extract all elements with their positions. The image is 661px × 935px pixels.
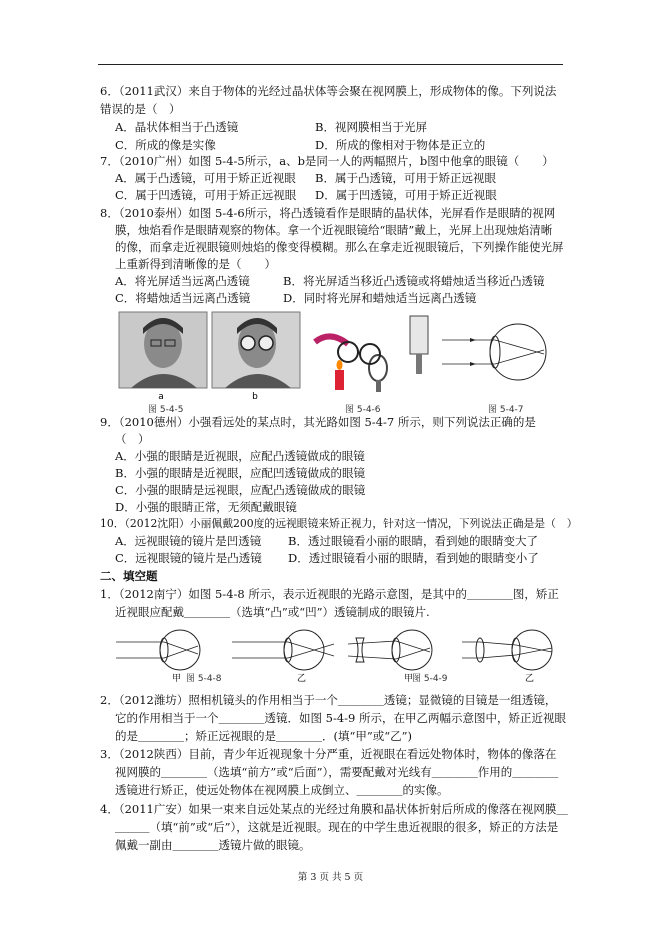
q9-option-c: C．小强的眼睛是远视眼，应配凸透镜做成的眼镜 [115, 483, 366, 497]
photo-label-b: b [252, 392, 258, 400]
figure-5-4-6-caption: 图 5-4-6 [345, 405, 381, 415]
fill4-line2: ＿＿＿（填“前”或“后”），这就是近视眼。现在的中学生患近视眼的很多，矫正的方法是 [115, 820, 559, 834]
fill1-line2: 近视眼应配戴＿＿＿＿（选填“凸”或“凹”）透镜制成的眼镜片. [115, 605, 430, 619]
q10-option-a: A．远视眼镜的镜片是凹透镜 [115, 534, 262, 548]
section-heading-fill-in: 二、填空题 [100, 569, 158, 583]
fill3-line3: 透镜进行矫正，使远处物体在视网膜上成倒立、＿＿＿＿的实像。 [115, 783, 449, 797]
fig-5-4-9-jia [348, 630, 432, 670]
fig-5-4-8-label-yi: 乙 [297, 674, 307, 684]
figure-5-4-6-lens-setup [310, 308, 440, 398]
q6-option-d: D．所成的像相对于物体是正立的 [315, 138, 486, 152]
q8-line4: 上重新得到清晰像的是（ ） [115, 257, 276, 271]
q6-line2: 错误的是（ ） [100, 102, 181, 116]
q7-line1: 7．（2010广州）如图 5-4-5所示，a、b是同一人的两幅照片，b图中他拿的眼镜（ ） [100, 154, 554, 168]
page-number: 第 3 页 共 5 页 [297, 872, 364, 883]
figure-5-4-7-eye-diagram [440, 318, 552, 388]
q6-line1: 6．（2011武汉）来自于物体的光经过晶状体等会聚在视网膜上，形成物体的像。下列说法 [100, 84, 557, 98]
fig-5-4-8-label-jia: 甲 [172, 674, 182, 684]
q9-option-d: D．小强的眼睛正常，无须配戴眼镜 [115, 500, 297, 514]
q6-option-b: B．视网膜相当于光屏 [315, 120, 427, 134]
q6-option-a: A．晶状体相当于凸透镜 [115, 120, 239, 134]
fig-5-4-8-jia [116, 630, 200, 670]
q9-line1: 9．（2010德州）小强看远处的某点时，其光路如图 5-4-7 所示，则下列说法正确的是 [100, 415, 536, 429]
q7-option-d: D．属于凹透镜，可用于矫正近视眼 [315, 188, 497, 202]
q7-option-b: B．属于凸透镜，可用于矫正远视眼 [315, 171, 496, 185]
header-rule [98, 64, 563, 65]
q7-option-a: A．属于凸透镜，可用于矫正近视眼 [115, 171, 296, 185]
q8-option-c: C．将蜡烛适当远离凸透镜 [115, 291, 251, 305]
fig-5-4-9-label-jia: 甲 [404, 674, 414, 684]
q10-option-c: C．远视眼镜的镜片是凸透镜 [115, 551, 262, 565]
q8-option-d: D．同时将光屏和蜡烛适当远离凸透镜 [283, 291, 477, 305]
q10-option-d: D．透过眼镜看小丽的眼睛，看到她的眼睛变小了 [288, 551, 539, 565]
q9-option-b: B．小强的眼睛是近视眼，应配凹透镜做成的眼镜 [115, 466, 365, 480]
figure-5-4-8-caption: 图 5-4-8 [186, 674, 222, 684]
q9-line2: （ ） [115, 432, 150, 446]
q8-line2: 膜，烛焰看作是眼睛观察的物体。拿一个近视眼镜给“眼睛”戴上，光屏上出现烛焰清晰 [115, 223, 553, 237]
q8-option-a: A．将光屏适当远离凸透镜 [115, 274, 250, 288]
fill3-line1: 3．（2012陕西）目前，青少年近视现象十分严重，近视眼在看远处物体时，物体的像落在 [100, 747, 557, 761]
fig-5-4-9-label-yi: 乙 [525, 674, 535, 684]
figure-5-4-5-photos [117, 310, 302, 400]
fig-5-4-9-yi [462, 630, 552, 670]
q10-option-b: B．透过眼镜看小丽的眼睛，看到她的眼睛变大了 [288, 534, 538, 548]
q9-option-a: A．小强的眼睛是近视眼，应配凸透镜做成的眼镜 [115, 449, 365, 463]
figure-5-4-9-caption: 图 5-4-9 [412, 674, 448, 684]
photo-label-a: a [158, 392, 164, 400]
fill4-line1: 4．（2011广安）如果一束来自远处某点的光经过角膜和晶状体折射后所成的像落在视网膜＿ [100, 802, 568, 816]
q6-option-c: C．所成的像是实像 [115, 138, 216, 152]
fig-5-4-8-yi [232, 630, 334, 670]
q8-line1: 8．（2010泰州）如图 5-4-6所示，将凸透镜看作是眼睛的晶状体，光屏看作是眼睛的视网 [100, 206, 556, 220]
fill2-line2: 它的作用相当于一个＿＿＿＿透镜．如图 5-4-9 所示，在甲乙两幅示意图中，矫正近视眼 [115, 711, 567, 725]
q8-line3: 的像，而拿走近视眼镜则烛焰的像变得模糊。那么在拿走近视眼镜后，下列操作能使光屏 [115, 240, 564, 254]
fill2-line1: 2．（2012潍坊）照相机镜头的作用相当于一个＿＿＿＿透镜；显微镜的目镜是一组透镜， [100, 693, 557, 707]
q8-option-b: B．将光屏适当移近凸透镜或将蜡烛适当移近凸透镜 [283, 274, 545, 288]
fill1-line1: 1．（2012南宁）如图 5-4-8 所示，表示近视眼的光路示意图，是其中的＿＿＿＿图，矫正 [100, 587, 559, 601]
figures-5-4-8-5-4-9-eye-diagrams [112, 622, 572, 684]
fill2-line3: 的是＿＿＿＿；矫正远视眼的是＿＿＿＿．(填“甲”或“乙”) [115, 729, 412, 743]
figure-5-4-7-caption: 图 5-4-7 [488, 405, 524, 415]
fill3-line2: 视网膜的＿＿＿＿（选填“前方”或“后面”），需要配戴对光线有＿＿＿＿作用的＿＿＿＿ [115, 765, 559, 779]
q7-option-c: C．属于凹透镜，可用于矫正远视眼 [115, 188, 297, 202]
figure-5-4-5-caption: 图 5-4-5 [148, 405, 184, 415]
q10-line1: 10．（2012沈阳）小丽佩戴200度的远视眼镜来矫正视力，针对这一情况，下列说法正确是是（ ） [100, 517, 578, 530]
fill4-line3: 佩戴一副由＿＿＿＿透镜片做的眼镜。 [115, 838, 311, 852]
